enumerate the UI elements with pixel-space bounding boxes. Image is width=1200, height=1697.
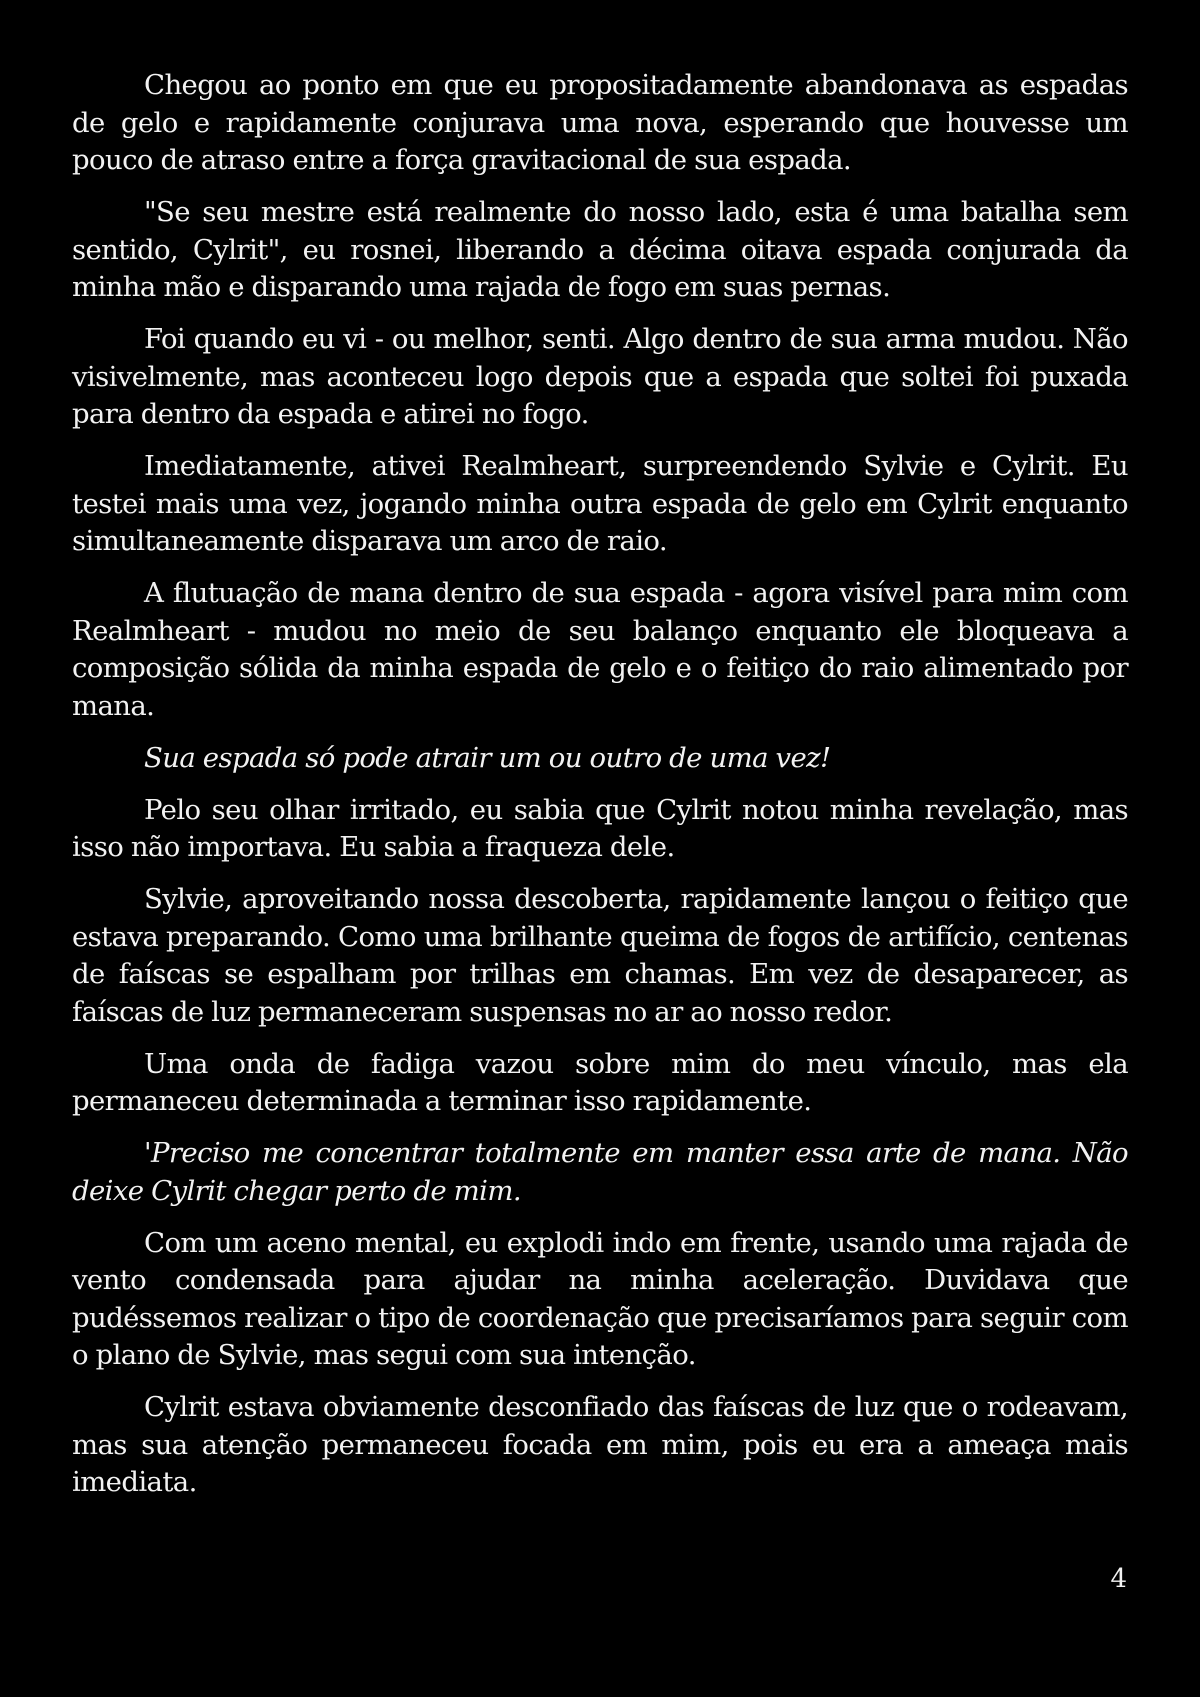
paragraph: Foi quando eu vi - ou melhor, senti. Algo dentro de sua arma mudou. Não visivelmente, mas aconteceu logo depois que a espada que soltei foi puxada para dentro da espada e atirei no fogo. <box>72 323 1128 430</box>
paragraph: Com um aceno mental, eu explodi indo em frente, usando uma rajada de vento condensada para ajudar na minha aceleração. Duvidava que pudéssemos realizar o tipo de coordenação que precisaríamos para seguir com o plano de Sylvie, mas segui com sua intenção. <box>72 1226 1128 1371</box>
text-body <box>72 67 1128 1516</box>
paragraph: "Se seu mestre está realmente do nosso lado, esta é uma batalha sem sentido, Cylrit", eu rosnei, liberando a décima oitava espada conjurada da minha mão e disparando uma rajada de fogo em suas pernas. <box>72 196 1128 303</box>
paragraph: Uma onda de fadiga vazou sobre mim do meu vínculo, mas ela permaneceu determinada a terminar isso rapidamente. <box>72 1047 1128 1117</box>
paragraph-italic-telepathy: 'Preciso me concentrar totalmente em manter essa arte de mana. Não deixe Cylrit chegar perto de mim. <box>72 1137 1128 1207</box>
paragraph: Cylrit estava obviamente desconfiado das faíscas de luz que o rodeavam, mas sua atenção permaneceu focada em mim, pois eu era a ameaça mais imediata. <box>72 1391 1128 1498</box>
paragraph-italic-thought: Sua espada só pode atrair um ou outro de uma vez! <box>144 741 831 774</box>
paragraph: A flutuação de mana dentro de sua espada - agora visível para mim com Realmheart - mudou no meio de seu balanço enquanto ele bloqueava a composição sólida da minha espada de gelo e o feitiço do raio alimentado por mana. <box>72 577 1128 722</box>
paragraph: Imediatamente, ativei Realmheart, surpreendendo Sylvie e Cylrit. Eu testei mais uma vez, jogando minha outra espada de gelo em Cylrit enquanto simultaneamente disparava um arco de raio. <box>72 450 1128 557</box>
paragraph: Chegou ao ponto em que eu propositadamente abandonava as espadas de gelo e rapidamente conjurava uma nova, esperando que houvesse um pouco de atraso entre a força gravitacional de sua espada. <box>72 69 1128 176</box>
page-number: 4 <box>1110 1564 1127 1594</box>
paragraph: Sylvie, aproveitando nossa descoberta, rapidamente lançou o feitiço que estava preparando. Como uma brilhante queima de fogos de artifício, centenas de faíscas se espalham por trilhas em chamas. Em vez de desaparecer, as faíscas de luz permaneceram suspensas no ar ao nosso redor. <box>72 883 1128 1028</box>
paragraph: Pelo seu olhar irritado, eu sabia que Cylrit notou minha revelação, mas isso não importava. Eu sabia a fraqueza dele. <box>72 793 1128 863</box>
